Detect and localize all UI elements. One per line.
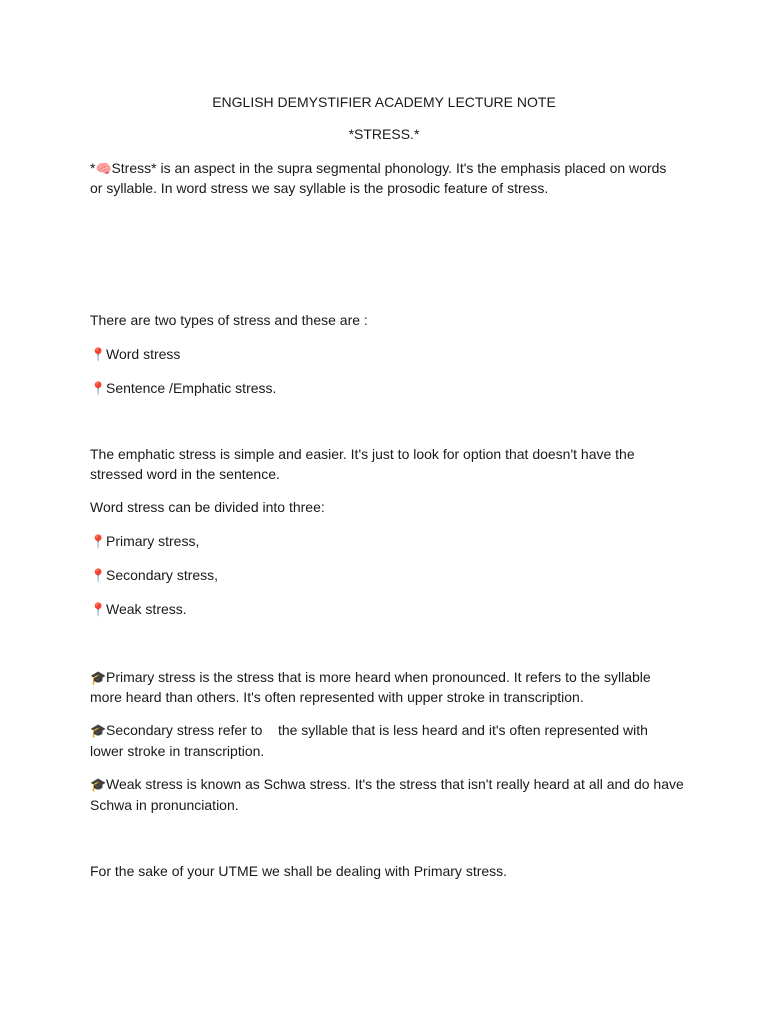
- graduation-cap-icon: 🎓: [90, 724, 107, 739]
- intro-text-1: Stress* is an aspect in the supra segmental phonology. It's the emphasis placed on words: [111, 160, 667, 176]
- intro-prefix: *: [90, 160, 96, 176]
- pin-icon: 📍: [90, 348, 107, 363]
- closing-line: For the sake of your UTME we shall be dealing with Primary stress.: [90, 863, 508, 879]
- word-stress-lead: Word stress can be divided into three:: [90, 499, 325, 515]
- weak-definition-text: Weak stress is known as Schwa stress. It's the stress that isn't really heard at all and do have: [106, 776, 684, 792]
- list-item-label: Secondary stress,: [106, 567, 219, 583]
- list-item-weak-stress: [90, 599, 690, 622]
- graduation-cap-icon: 🎓: [90, 671, 107, 686]
- weak-definition-line-2: Schwa in pronunciation.: [90, 797, 239, 813]
- types-lead: There are two types of stress and these are :: [90, 312, 368, 328]
- list-item-label: Weak stress.: [106, 601, 187, 617]
- pin-icon: 📍: [90, 603, 107, 618]
- intro-line-2: or syllable. In word stress we say syllable is the prosodic feature of stress.: [90, 180, 549, 196]
- secondary-definition-line-1: [90, 720, 690, 743]
- list-item-sentence-stress: [90, 378, 690, 401]
- list-item-word-stress: [90, 344, 690, 367]
- pin-icon: 📍: [90, 569, 107, 584]
- secondary-definition-line-2: lower stroke in transcription.: [90, 743, 265, 759]
- pin-icon: 📍: [90, 535, 107, 550]
- pin-icon: 📍: [90, 382, 107, 397]
- graduation-cap-icon: 🎓: [90, 778, 107, 793]
- weak-definition-line-1: [90, 774, 690, 797]
- list-item-label: Sentence /Emphatic stress.: [106, 380, 277, 396]
- emphatic-line-1: The emphatic stress is simple and easier. It's just to look for option that doesn't have the: [90, 446, 635, 462]
- list-item-label: Primary stress,: [106, 533, 200, 549]
- primary-definition-text: Primary stress is the stress that is more heard when pronounced. It refers to the syllable: [106, 669, 651, 685]
- secondary-definition-text: Secondary stress refer to the syllable that is less heard and it's often represented with: [106, 722, 648, 738]
- emphatic-line-2: stressed word in the sentence.: [90, 466, 280, 482]
- list-item-secondary-stress: [90, 565, 690, 588]
- brain-icon: 🧠: [95, 162, 112, 177]
- primary-definition-line-2: more heard than others. It's often represented with upper stroke in transcription.: [90, 689, 584, 705]
- document-title: ENGLISH DEMYSTIFIER ACADEMY LECTURE NOTE: [212, 94, 556, 110]
- section-heading: *STRESS.*: [348, 126, 420, 142]
- list-item-label: Word stress: [106, 346, 181, 362]
- list-item-primary-stress: [90, 531, 690, 554]
